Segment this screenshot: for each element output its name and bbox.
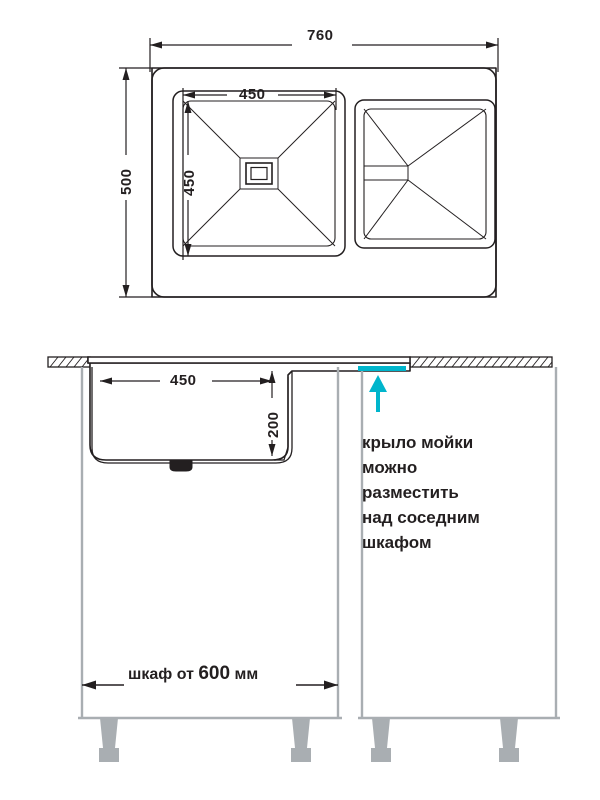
cabinet-value: 600 [198,663,231,684]
up-arrow-icon [369,375,387,412]
accent-bar [358,366,406,371]
label-section-depth: 200 [265,411,282,438]
section-view-group [48,357,560,762]
cabinet-legs [99,718,519,762]
label-section-width: 450 [170,372,197,389]
drain-inner [251,168,267,180]
label-overall-width: 760 [307,27,334,44]
note-line-2: можно [362,458,418,477]
cabinet-suffix: мм [230,666,259,683]
note-line-5: шкафом [362,533,432,552]
label-bowl-depth: 450 [181,169,198,196]
label-overall-height: 500 [118,168,135,195]
note-line-4: над соседним [362,508,480,527]
top-view-group [119,38,498,297]
cabinet-prefix: шкаф от [128,666,199,683]
sink-rim-top [88,357,410,363]
note-line-1: крыло мойки [362,433,474,452]
label-cabinet-width [128,663,258,685]
countertop-left [48,357,90,367]
accent-highlight [358,366,406,412]
note-line-3: разместить [362,483,459,502]
label-bowl-width: 450 [239,86,266,103]
drain-stub [170,460,192,471]
drainer-wing-outline [355,100,495,248]
countertop-right [410,357,552,367]
